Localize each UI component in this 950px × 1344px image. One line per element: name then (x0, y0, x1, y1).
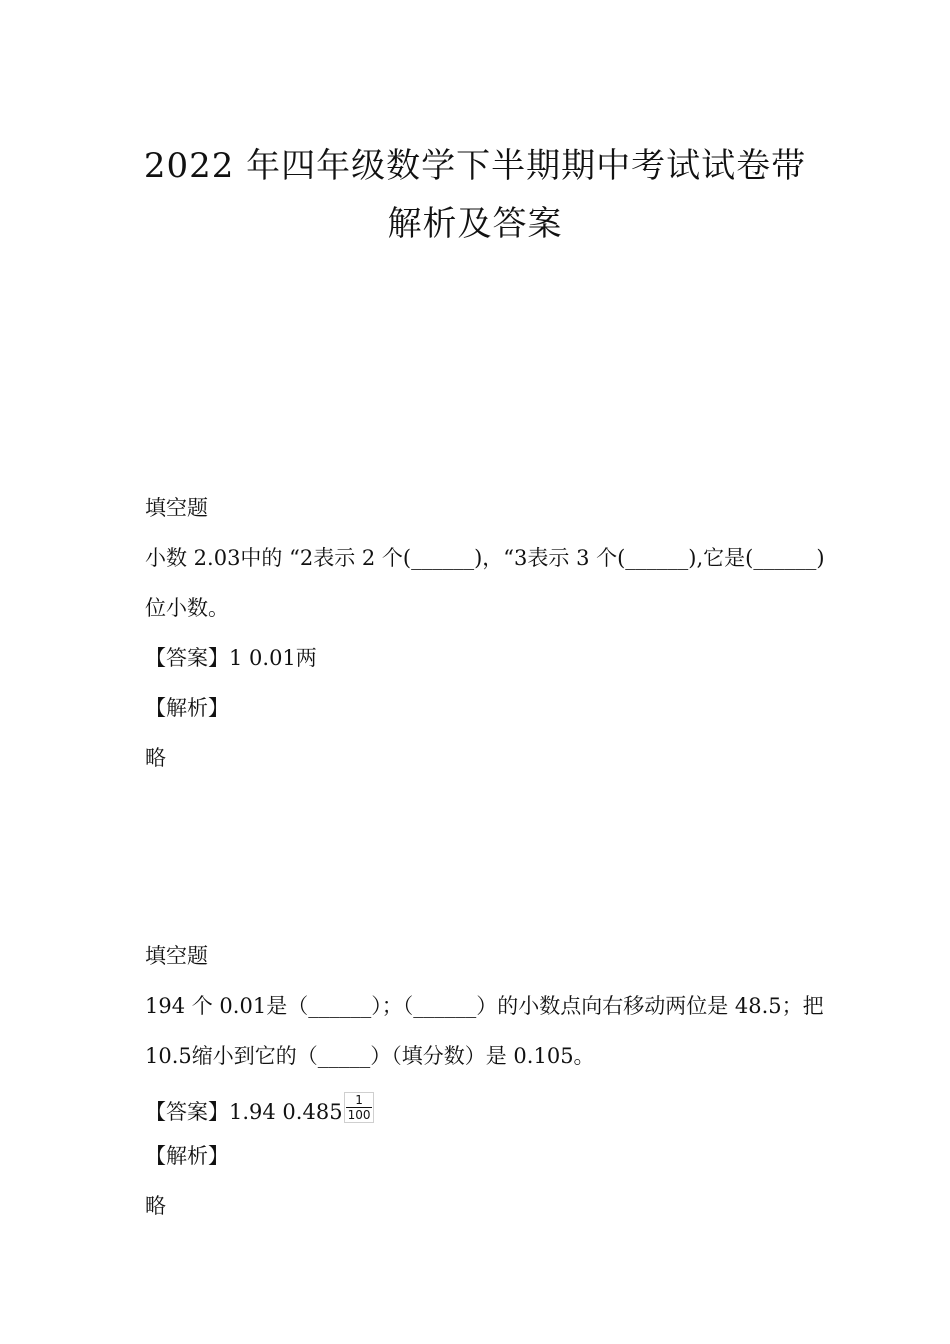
question-1-analysis-text: 略 (145, 746, 166, 770)
question-1-text-line-2: 位小数。 (145, 596, 229, 620)
question-2-answer-row (145, 1093, 374, 1129)
question-2-text-line-1: 194 个 0.01是（______）；（______）的小数点向右移动两位是 48.5；把 (145, 994, 824, 1018)
question-2-type-label: 填空题 (145, 944, 208, 968)
fraction-numerator: 1 (355, 1093, 363, 1107)
question-2-text-line-2: 10.5缩小到它的（_____）（填分数）是 0.105。 (145, 1044, 595, 1068)
document-title-line-2: 解析及答案 (387, 204, 563, 244)
answer-fraction (344, 1092, 375, 1123)
question-1-answer: 【答案】1 0.01两 (145, 646, 317, 670)
question-1-analysis-label: 【解析】 (145, 696, 229, 720)
question-2-analysis-text: 略 (145, 1194, 166, 1218)
fraction-denominator: 100 (347, 1108, 371, 1122)
question-1-text-line-1: 小数 2.03中的 “2表示 2 个(______)，“3表示 3 个(______),它是(______) (145, 546, 825, 570)
question-2-answer: 【答案】1.94 0.485 (145, 1100, 343, 1124)
question-1-type-label: 填空题 (145, 496, 208, 520)
question-2-analysis-label: 【解析】 (145, 1144, 229, 1168)
document-title-line-1: 2022 年四年级数学下半期期中考试试卷带 (143, 146, 807, 186)
